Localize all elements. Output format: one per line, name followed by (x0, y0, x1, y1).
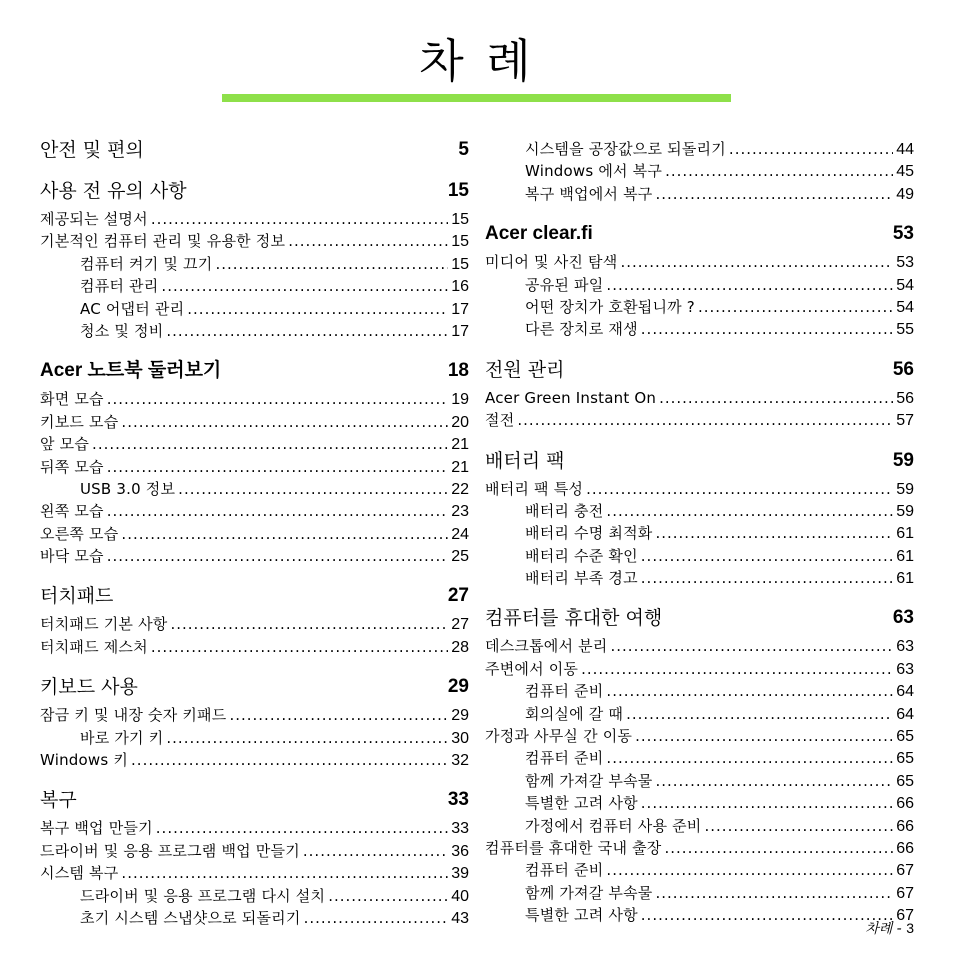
entry-title: 앞 모습 (40, 435, 90, 454)
entry-title: 컴퓨터 준비 (525, 749, 604, 768)
dot-leader (151, 636, 448, 658)
section-page-number: 56 (892, 358, 914, 380)
toc-entry[interactable] (485, 882, 914, 904)
entry-title: 배터리 팩 특성 (485, 479, 584, 498)
entry-page-number: 61 (896, 547, 914, 565)
toc-entry[interactable] (485, 635, 914, 657)
section-title: 터치패드 (40, 585, 114, 608)
toc-entry[interactable] (485, 658, 914, 680)
entry-title: 배터리 수명 최적화 (525, 524, 653, 543)
section-title: 배터리 팩 (485, 449, 565, 472)
dot-leader (161, 275, 448, 297)
dot-leader (705, 815, 894, 837)
toc-entry[interactable] (40, 456, 469, 478)
dot-leader (641, 545, 893, 567)
entry-title: 주변에서 이동 (485, 659, 579, 678)
dot-leader (288, 230, 448, 252)
dot-leader (107, 500, 448, 522)
entry-page-number: 64 (896, 683, 914, 701)
entry-page-number: 21 (451, 436, 469, 454)
section-page-number: 29 (447, 676, 469, 698)
toc-entry[interactable] (40, 817, 469, 839)
dot-leader (729, 138, 893, 160)
entry-title: 바닥 모습 (40, 547, 104, 566)
entry-page-number: 54 (896, 276, 914, 294)
toc-entry[interactable] (40, 613, 469, 635)
toc-entry[interactable] (40, 208, 469, 230)
dot-leader (131, 749, 448, 771)
toc-entry[interactable] (485, 747, 914, 769)
entry-title: 왼쪽 모습 (40, 502, 104, 521)
toc-section-heading[interactable] (40, 584, 469, 608)
dot-leader (107, 388, 448, 410)
section-page-number: 63 (892, 607, 914, 629)
toc-entry[interactable] (485, 500, 914, 522)
dot-leader (606, 747, 893, 769)
toc-entry[interactable] (485, 815, 914, 837)
dot-leader (328, 885, 448, 907)
toc-entry[interactable] (485, 703, 914, 725)
entry-page-number: 61 (896, 570, 914, 588)
dot-leader (166, 727, 448, 749)
dot-leader (517, 409, 893, 431)
toc-right-column (485, 138, 914, 927)
entry-page-number: 36 (451, 842, 469, 860)
page-title: 차 례 (419, 34, 535, 88)
toc-entry[interactable] (485, 160, 914, 182)
toc-entry[interactable] (40, 704, 469, 726)
entry-page-number: 43 (451, 909, 469, 927)
toc-entry[interactable] (40, 230, 469, 252)
entry-page-number: 67 (896, 884, 914, 902)
toc-entry[interactable] (40, 523, 469, 545)
toc-section-heading[interactable] (40, 675, 469, 699)
entry-page-number: 25 (451, 548, 469, 566)
entry-page-number: 63 (896, 660, 914, 678)
toc-entry[interactable] (485, 522, 914, 544)
dot-leader (655, 882, 893, 904)
dot-leader (156, 817, 448, 839)
entry-title: Windows 에서 복구 (525, 162, 663, 181)
dot-leader (641, 792, 893, 814)
toc-entry[interactable] (40, 636, 469, 658)
dot-leader (586, 478, 893, 500)
toc-entry[interactable] (40, 885, 469, 907)
entry-title: 잠금 키 및 내장 숫자 키패드 (40, 706, 227, 725)
dot-leader (606, 859, 893, 881)
dot-leader (151, 208, 448, 230)
entry-title: AC 어댑터 관리 (80, 299, 185, 318)
entry-page-number: 33 (451, 820, 469, 838)
entry-page-number: 29 (451, 707, 469, 725)
entry-page-number: 23 (451, 503, 469, 521)
dot-leader (303, 840, 448, 862)
toc-entry[interactable] (485, 183, 914, 205)
dot-leader (121, 523, 448, 545)
entry-title: 드라이버 및 응용 프로그램 다시 설치 (80, 886, 326, 905)
toc-section-heading[interactable] (485, 222, 914, 246)
toc-entry[interactable] (40, 545, 469, 567)
entry-title: 시스템을 공장값으로 되돌리기 (525, 140, 726, 158)
dot-leader (92, 433, 448, 455)
entry-page-number: 66 (896, 795, 914, 813)
entry-title: 뒤쪽 모습 (40, 457, 104, 476)
toc-entry[interactable] (485, 318, 914, 340)
page-footer (865, 918, 914, 938)
section-page-number: 33 (447, 789, 469, 811)
entry-page-number: 67 (896, 907, 914, 925)
dot-leader (698, 296, 893, 318)
entry-page-number: 32 (451, 752, 469, 770)
entry-title: 가정에서 컴퓨터 사용 준비 (525, 816, 702, 835)
entry-page-number: 64 (896, 705, 914, 723)
dot-leader (121, 862, 448, 884)
entry-page-number: 17 (451, 322, 469, 340)
entry-title: 함께 가져갈 부속물 (525, 883, 653, 902)
entry-page-number: 59 (896, 480, 914, 498)
entry-title: 컴퓨터 관리 (80, 277, 159, 296)
section-page-number: 5 (458, 139, 469, 160)
dot-leader (107, 545, 448, 567)
toc-entry[interactable] (485, 409, 914, 431)
entry-title: 데스크톱에서 분리 (485, 637, 608, 656)
section-page-number: 18 (447, 360, 469, 382)
entry-title: 제공되는 설명서 (40, 210, 148, 228)
dot-leader (665, 160, 893, 182)
section-page-number: 53 (892, 223, 914, 245)
entry-page-number: 57 (896, 412, 914, 430)
toc-entry[interactable] (485, 138, 914, 160)
entry-title: 배터리 충전 (525, 501, 604, 520)
toc-left-column (40, 138, 469, 929)
dot-leader (655, 770, 893, 792)
dot-leader (655, 522, 893, 544)
footer-label: 차례 - (865, 921, 907, 937)
toc-entry[interactable] (40, 320, 469, 342)
section-title: 복구 (40, 789, 77, 812)
dot-leader (121, 411, 448, 433)
section-page-number: 27 (447, 585, 469, 607)
entry-title: 회의실에 갈 때 (525, 704, 624, 723)
entry-page-number: 67 (896, 862, 914, 880)
entry-page-number: 30 (451, 729, 469, 747)
entry-title: USB 3.0 정보 (80, 479, 176, 498)
toc-section-heading[interactable] (40, 179, 469, 203)
dot-leader (641, 318, 893, 340)
dot-leader (611, 635, 894, 657)
dot-leader (107, 456, 448, 478)
entry-page-number: 53 (896, 254, 914, 272)
entry-title: 컴퓨터 준비 (525, 682, 604, 701)
entry-page-number: 55 (896, 321, 914, 339)
dot-leader (626, 703, 893, 725)
toc-entry[interactable] (40, 727, 469, 749)
entry-page-number: 44 (896, 141, 914, 158)
toc-entry[interactable] (40, 862, 469, 884)
toc-entry[interactable] (485, 725, 914, 747)
dot-leader (178, 478, 448, 500)
entry-page-number: 66 (896, 817, 914, 835)
entry-page-number: 15 (451, 211, 469, 228)
entry-page-number: 39 (451, 865, 469, 883)
entry-page-number: 49 (896, 185, 914, 203)
dot-leader (665, 837, 894, 859)
section-title: 컴퓨터를 휴대한 여행 (485, 607, 663, 630)
dot-leader (304, 907, 449, 929)
entry-page-number: 17 (451, 300, 469, 318)
toc-entry[interactable] (40, 388, 469, 410)
entry-title: 특별한 고려 사항 (525, 906, 638, 925)
toc-entry[interactable] (40, 478, 469, 500)
entry-title: 컴퓨터 준비 (525, 861, 604, 880)
entry-page-number: 61 (896, 525, 914, 543)
dot-leader (166, 320, 448, 342)
entry-title: 복구 백업에서 복구 (525, 184, 653, 203)
section-title: 키보드 사용 (40, 676, 138, 699)
entry-title: Acer Green Instant On (485, 388, 657, 407)
entry-page-number: 21 (451, 458, 469, 476)
toc-entry[interactable] (40, 275, 469, 297)
section-title: Acer clear.fi (485, 223, 593, 245)
title-underline (222, 94, 731, 102)
entry-title: 배터리 부족 경고 (525, 569, 638, 588)
entry-title: 청소 및 정비 (80, 321, 164, 340)
entry-page-number: 65 (896, 772, 914, 790)
toc-entry[interactable] (485, 296, 914, 318)
entry-page-number: 15 (451, 233, 469, 251)
entry-page-number: 65 (896, 728, 914, 746)
entry-page-number: 22 (451, 480, 469, 498)
dot-leader (581, 658, 893, 680)
page-number: 3 (906, 920, 914, 936)
entry-page-number: 15 (451, 255, 469, 273)
toc-entry[interactable] (40, 298, 469, 320)
toc-section-heading[interactable] (40, 788, 469, 812)
entry-page-number: 54 (896, 298, 914, 316)
toc-entry[interactable] (40, 907, 469, 929)
entry-page-number: 27 (451, 616, 469, 634)
dot-leader (187, 298, 448, 320)
entry-title: Windows 키 (40, 751, 129, 770)
entry-title: 터치패드 기본 사항 (40, 615, 168, 634)
entry-page-number: 19 (451, 391, 469, 409)
toc-section-heading[interactable] (485, 606, 914, 630)
toc-section-heading[interactable] (485, 449, 914, 473)
section-page-number: 15 (447, 180, 469, 201)
entry-title: 함께 가져갈 부속물 (525, 771, 653, 790)
dot-leader (606, 274, 893, 296)
entry-title: 특별한 고려 사항 (525, 794, 638, 813)
dot-leader (215, 253, 448, 275)
dot-leader (606, 680, 893, 702)
dot-leader (620, 251, 893, 273)
entry-page-number: 56 (896, 389, 914, 407)
entry-title: 컴퓨터 켜기 및 끄기 (80, 254, 213, 273)
entry-page-number: 28 (451, 638, 469, 656)
toc-section-heading[interactable] (485, 358, 914, 382)
entry-title: 가정과 사무실 간 이동 (485, 727, 633, 746)
toc-entry[interactable] (40, 749, 469, 771)
toc-entry[interactable] (485, 545, 914, 567)
toc-entry[interactable] (485, 792, 914, 814)
dot-leader (641, 904, 893, 926)
entry-title: 컴퓨터를 휴대한 국내 출장 (485, 838, 662, 857)
entry-title: 초기 시스템 스냅샷으로 되돌리기 (80, 908, 301, 927)
section-title: 사용 전 유의 사항 (40, 180, 187, 202)
dot-leader (170, 613, 448, 635)
entry-title: 오른쪽 모습 (40, 524, 119, 543)
section-page-number: 59 (892, 449, 914, 471)
toc-section-heading[interactable] (40, 138, 469, 162)
dot-leader (655, 183, 893, 205)
toc-entry[interactable] (485, 387, 914, 409)
toc-entry[interactable] (40, 411, 469, 433)
dot-leader (229, 704, 448, 726)
toc-entry[interactable] (485, 680, 914, 702)
toc-entry[interactable] (485, 478, 914, 500)
section-title: 전원 관리 (485, 358, 565, 381)
entry-title: 기본적인 컴퓨터 관리 및 유용한 정보 (40, 232, 286, 251)
toc-entry[interactable] (485, 837, 914, 859)
dot-leader (659, 387, 893, 409)
toc-entry[interactable] (485, 859, 914, 881)
entry-page-number: 65 (896, 750, 914, 768)
entry-title: 절전 (485, 411, 515, 430)
toc-entry[interactable] (485, 904, 914, 926)
entry-page-number: 63 (896, 638, 914, 656)
entry-title: 복구 백업 만들기 (40, 819, 153, 838)
toc-entry[interactable] (40, 500, 469, 522)
section-title: 안전 및 편의 (40, 139, 144, 161)
entry-title: 화면 모습 (40, 390, 104, 409)
toc-entry[interactable] (485, 251, 914, 273)
entry-title: 배터리 수준 확인 (525, 546, 638, 565)
toc-entry[interactable] (485, 770, 914, 792)
entry-page-number: 40 (451, 887, 469, 905)
entry-title: 시스템 복구 (40, 864, 119, 883)
toc-entry[interactable] (485, 274, 914, 296)
entry-title: 공유된 파일 (525, 275, 604, 294)
entry-title: 키보드 모습 (40, 412, 119, 431)
toc-entry[interactable] (40, 433, 469, 455)
dot-leader (635, 725, 893, 747)
entry-title: 미디어 및 사진 탐색 (485, 253, 618, 272)
entry-page-number: 16 (451, 278, 469, 296)
entry-page-number: 45 (896, 163, 914, 181)
dot-leader (641, 567, 893, 589)
entry-title: 터치패드 제스처 (40, 637, 148, 656)
entry-page-number: 66 (896, 839, 914, 857)
entry-page-number: 59 (896, 502, 914, 520)
toc-entry[interactable] (40, 253, 469, 275)
entry-title: 어떤 장치가 호환됩니까 ? (525, 297, 695, 316)
entry-title: 드라이버 및 응용 프로그램 백업 만들기 (40, 841, 300, 860)
dot-leader (606, 500, 893, 522)
toc-entry[interactable] (485, 567, 914, 589)
entry-page-number: 20 (451, 413, 469, 431)
entry-title: 바로 가기 키 (80, 728, 164, 747)
toc-section-heading[interactable] (40, 359, 469, 383)
entry-title: 다른 장치로 재생 (525, 320, 638, 339)
section-title: Acer 노트북 둘러보기 (40, 360, 222, 382)
toc-entry[interactable] (40, 840, 469, 862)
entry-page-number: 24 (451, 525, 469, 543)
